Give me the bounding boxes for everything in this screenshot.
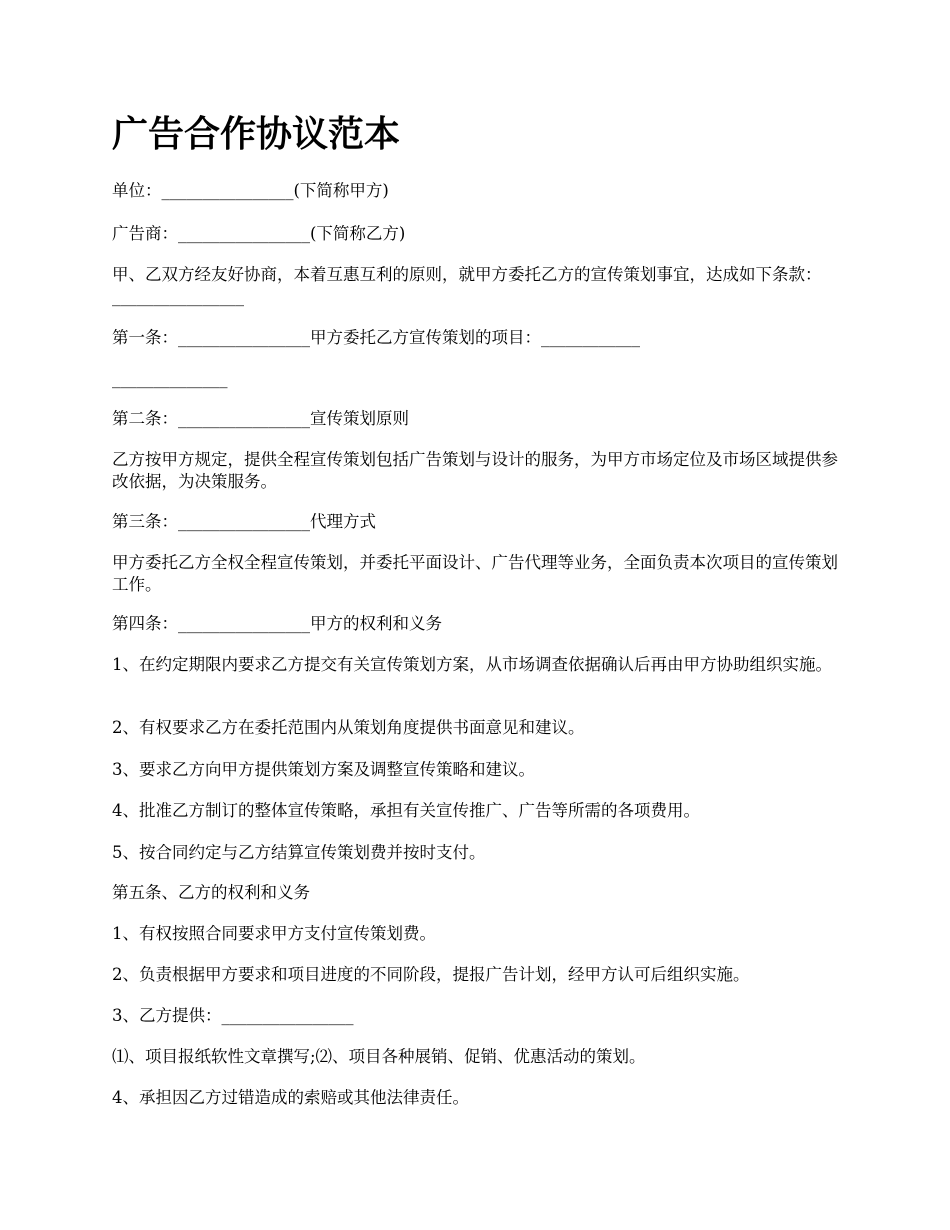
party-b-line: 广告商：________________(下简称乙方) [112,224,406,243]
article-5-item-3-detail: ⑴、项目报纸软性文章撰写;⑵、项目各种展销、促销、优惠活动的策划。 [112,1047,646,1066]
article-3-paragraph: 甲方委托乙方全权全程宣传策划，并委托平面设计、广告代理等业务，全面负责本次项目的宣传策划工作。 [112,553,838,594]
article-4-heading: 第四条：________________甲方的权利和义务 [112,614,442,633]
article-4-item-5: 5、按合同约定与乙方结算宣传策划费并按时支付。 [112,843,486,862]
party-a-line: 单位：________________(下简称甲方) [112,181,389,200]
article-1-blank-line: ______________ [112,369,228,388]
article-1-heading: 第一条：________________甲方委托乙方宣传策划的项目：____________ [112,328,640,347]
article-5-item-1: 1、有权按照合同要求甲方支付宣传策划费。 [112,924,436,943]
article-5-item-4: 4、承担因乙方过错造成的索赔或其他法律责任。 [112,1088,469,1107]
article-5-item-3: 3、乙方提供：________________ [112,1006,354,1025]
article-4-item-3: 3、要求乙方向甲方提供策划方案及调整宣传策略和建议。 [112,760,535,779]
article-4-item-4: 4、批准乙方制订的整体宣传策略，承担有关宣传推广、广告等所需的各项费用。 [112,801,700,820]
article-2-heading: 第二条：________________宣传策划原则 [112,409,409,428]
article-5-item-2: 2、负责根据甲方要求和项目进度的不同阶段，提报广告计划，经甲方认可后组织实施。 [112,965,750,984]
article-4-item-2: 2、有权要求乙方在委托范围内从策划角度提供书面意见和建议。 [112,718,585,737]
article-2-paragraph: 乙方按甲方规定，提供全程宣传策划包括广告策划与设计的服务，为甲方市场定位及市场区域提供参改依据，为决策服务。 [112,450,838,491]
document-title: 广告合作协议范本 [112,114,401,155]
preamble-paragraph: 甲、乙双方经友好协商，本着互惠互利的原则，就甲方委托乙方的宣传策划事宜，达成如下条款：________________ [112,265,822,306]
article-3-heading: 第三条：________________代理方式 [112,512,376,531]
article-5-heading: 第五条、乙方的权利和义务 [112,883,310,902]
article-4-item-1: 1、在约定期限内要求乙方提交有关宣传策划方案，从市场调查依据确认后再由甲方协助组织实施。 [112,655,832,674]
